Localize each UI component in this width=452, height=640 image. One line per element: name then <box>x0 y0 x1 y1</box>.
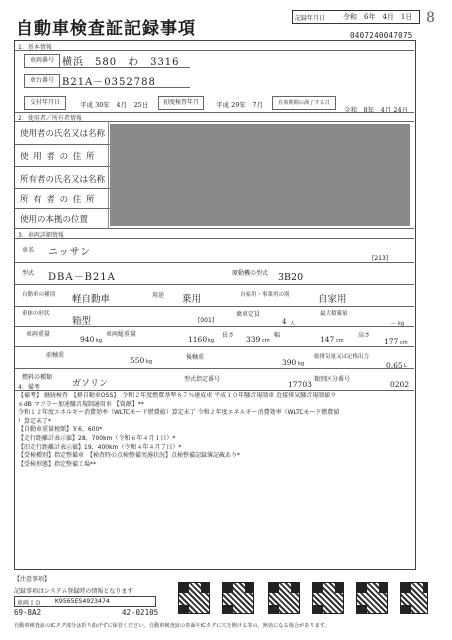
front-axle-value: 550 <box>130 356 145 365</box>
category-value: 0202 <box>390 380 410 389</box>
section-owner-title: 2．使用者／所有者情報 <box>18 115 82 122</box>
qr-code-6 <box>400 582 428 614</box>
expiry-label: 有効期間の満了する日 <box>272 96 336 110</box>
business-value: 自家用 <box>318 294 347 305</box>
spec-number-value: 17703 <box>288 380 312 389</box>
gross-unit: kg <box>208 338 215 344</box>
model-value: DBA－B21A <box>48 272 116 283</box>
first-reg-value: 平成 29年 7月 <box>216 101 263 109</box>
front-axle-unit: kg <box>146 359 153 365</box>
issue-date-value: 平成 30年 4月 25日 <box>80 101 149 109</box>
length-label: 長さ <box>222 332 235 339</box>
qr-code-2 <box>222 582 254 614</box>
note-line: 【受検形態】指定整備工場** <box>18 460 97 468</box>
front-axle-label: 前軸重 <box>46 352 65 359</box>
registration-label: 車両番号 <box>24 54 60 68</box>
fuel-value: ガソリン <box>72 379 109 389</box>
note-line: 【備考】 継続検査 【軽自動車OSS】 令和２年度燃費基準８７％達成車 平成１０年騒音規制車 近接排気騒音規制値９ <box>18 392 337 399</box>
maxload-value: － <box>390 321 397 328</box>
first-reg-label: 初度検査年月 <box>158 96 204 110</box>
maxload-label: 最大積載量 <box>320 311 348 317</box>
caution-text: 記録事項はシステム登録時の情報となります <box>14 588 134 595</box>
section-vehicle-title: 3．車両詳細情報 <box>18 232 64 239</box>
left-code: 69-8A2 <box>14 608 42 617</box>
terminal-id-label: 車両ＩＤ <box>17 600 42 607</box>
weight-unit: kg <box>96 338 103 344</box>
owner-address-label: 所 有 者 の 住 所 <box>20 195 96 205</box>
shape-code: [001] <box>198 317 215 324</box>
kind-label: 自動車の種別 <box>22 292 56 298</box>
note-line: 【旧走行距離計表示値】19，400km（令和４年４月７日）* <box>18 443 182 451</box>
displacement-label: 総排気量又は定格出力 <box>314 354 370 360</box>
weight-value: 940 <box>80 335 95 344</box>
business-label: 自家用・事業用の別 <box>240 292 290 298</box>
note-line: 【走行距離計表示値】28，700km（令和６年４月１日）* <box>18 434 176 442</box>
category-label: 類別区分番号 <box>314 376 351 383</box>
caution-label: 【注意事項】 <box>14 576 51 583</box>
height-value: 177 <box>384 337 399 346</box>
model-label: 型式 <box>22 270 35 277</box>
document-title: 自動車検査証記録事項 <box>16 19 196 39</box>
user-name-label: 使用者の氏名又は名称 <box>20 129 106 139</box>
capacity-unit: 人 <box>290 321 296 327</box>
height-label: 高さ <box>358 332 371 339</box>
fuel-label: 燃料の種類 <box>22 374 53 381</box>
handwritten-note: 8 <box>426 10 435 26</box>
capacity-label: 乗車定員 <box>236 311 261 318</box>
issue-date-label: 交付年月日 <box>24 96 66 110</box>
gross-label: 車両総重量 <box>106 331 137 338</box>
width-unit: cm <box>336 338 344 344</box>
qr-code-1 <box>178 582 210 614</box>
length-value: 339 <box>246 335 261 344</box>
right-code: 42-02105 <box>122 608 159 617</box>
maker-label: 車名 <box>22 247 35 254</box>
user-address-label: 使 用 者 の 住 所 <box>20 152 96 162</box>
terminal-id-value: K9565ES4923474 <box>55 597 110 605</box>
maker-code: [213] <box>372 255 389 262</box>
section-notes-title: 4．備考 <box>18 384 40 391</box>
qr-code-5 <box>356 582 388 614</box>
length-unit: cm <box>262 338 270 344</box>
rear-axle-value: 390 <box>282 358 297 367</box>
chassis-value: B21A－0352788 <box>62 77 156 88</box>
use-label: 用途 <box>152 292 165 299</box>
shape-value: 箱型 <box>72 316 92 327</box>
bottom-notice: 自動車検査証のICタグ部分は折り曲げずに保管ください。自動車検査証の券面やICタグに穴を開ける等の、無効になる場合があります。 <box>14 623 330 629</box>
expiry-value: 令和 8年 4月 24日 <box>344 106 409 114</box>
owner-name-label: 所有者の氏名又は名称 <box>20 175 106 185</box>
maker-value: ニッサン <box>48 247 92 258</box>
section-basic-title: 1．基本情報 <box>18 44 52 51</box>
record-date-box <box>292 10 420 24</box>
rear-axle-unit: kg <box>298 361 305 367</box>
rear-axle-label: 後軸重 <box>186 354 205 361</box>
note-line: 【受検種別】指定整備車 【検査時の点検整備実施状況】点検整備記録簿記載あり* <box>18 452 241 460</box>
qr-code-4 <box>312 582 344 614</box>
weight-label: 車両重量 <box>26 331 51 338</box>
redacted-owner-info <box>110 124 410 226</box>
note-line: 【自動車重量税額】￥6，600* <box>18 426 103 434</box>
note-line: ）算定未了* <box>18 417 52 425</box>
qr-code-3 <box>268 582 300 614</box>
notes-block <box>18 392 412 469</box>
chassis-label: 車台番号 <box>24 74 60 88</box>
engine-label: 原動機の型式 <box>232 270 269 277</box>
base-location-label: 使用の本拠の位置 <box>20 215 89 225</box>
height-unit: cm <box>400 340 408 346</box>
displacement-value: 0.65 <box>386 361 403 370</box>
width-label: 幅 <box>274 332 281 339</box>
record-date-value: 令和 6年 4月 1日 <box>343 13 413 21</box>
note-line: 令和１２年度エネルギー消費効率（WLTCモード燃費値）算定未了 令和２年度エネルギー消費効率（WLTCモード燃費値 <box>18 409 340 417</box>
capacity-value: 4 <box>282 318 287 326</box>
registration-value: 横浜 580 わ 3316 <box>62 57 180 68</box>
width-value: 147 <box>320 335 335 344</box>
use-value: 乗用 <box>182 294 202 305</box>
maxload-unit: kg <box>398 321 405 327</box>
shape-label: 車体の形状 <box>22 311 50 317</box>
document-number: 0407240047075 <box>350 31 413 40</box>
kind-value: 軽自動車 <box>72 294 111 305</box>
gross-value: 1160 <box>188 335 208 344</box>
note-line: ６dB マフラー加速騒音規制適用車 【資源】** <box>18 400 144 408</box>
displacement-unit: L <box>404 363 407 369</box>
spec-number-label: 型式指定番号 <box>184 376 221 383</box>
terminal-id-box <box>14 596 156 607</box>
engine-value: 3B20 <box>278 272 304 283</box>
record-date-label: 記録年月日 <box>295 15 326 22</box>
